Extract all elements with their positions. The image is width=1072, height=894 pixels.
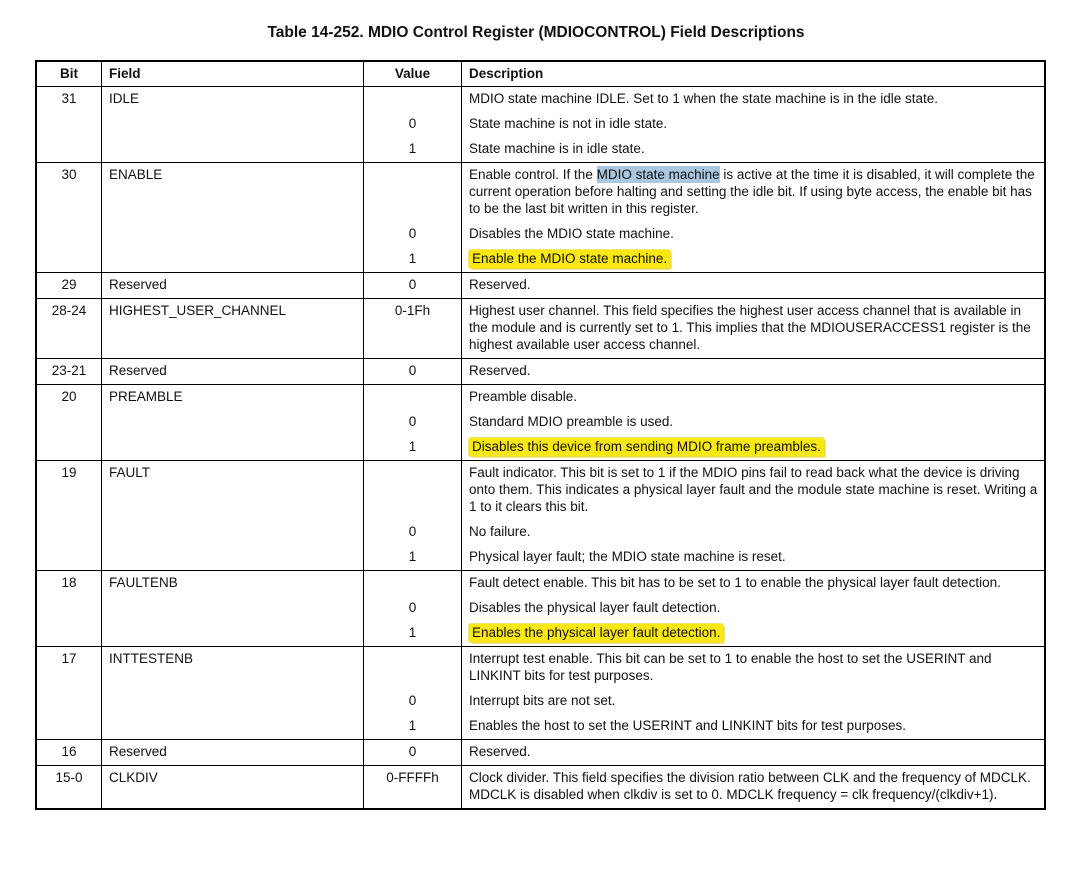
value-description-cell bbox=[363, 385, 1044, 460]
table-row-bit-19 bbox=[37, 460, 1044, 570]
value-description-cell bbox=[363, 766, 1044, 808]
description-text: Enable control. If the bbox=[469, 167, 597, 182]
field-cell: INTTESTENB bbox=[101, 647, 363, 739]
field-cell: Reserved bbox=[101, 359, 363, 384]
description-cell bbox=[461, 599, 1044, 616]
table-row-bit-16 bbox=[37, 739, 1044, 765]
description-cell bbox=[461, 362, 1044, 379]
description-cell bbox=[461, 548, 1044, 565]
description-cell bbox=[461, 302, 1044, 353]
bit-cell: 20 bbox=[61, 389, 77, 404]
description-text: Standard MDIO preamble is used. bbox=[469, 414, 674, 429]
header-field: Field bbox=[101, 62, 363, 86]
value-cell: 1 bbox=[408, 141, 417, 156]
description-text: State machine is in idle state. bbox=[469, 141, 645, 156]
description-cell bbox=[461, 250, 1044, 267]
description-text: Fault detect enable. This bit has to be set to 1 to enable the physical layer fault detection. bbox=[469, 575, 1001, 590]
description-text: Reserved. bbox=[469, 744, 531, 759]
value-cell: 0 bbox=[408, 116, 417, 131]
field-cell: FAULT bbox=[101, 461, 363, 570]
description-cell bbox=[461, 743, 1044, 760]
description-text: is active at the time it is disabled, it will complete the current operation before halting and setting the idle bit. If using byte access, the enable bit has to be the last bit written in this register. bbox=[469, 167, 1035, 216]
bit-cell: 30 bbox=[61, 167, 77, 182]
bit-cell: 23-21 bbox=[51, 363, 87, 378]
value-cell bbox=[364, 388, 461, 405]
description-cell bbox=[461, 624, 1044, 641]
bit-cell: 28-24 bbox=[51, 303, 87, 318]
description-text: Interrupt test enable. This bit can be set to 1 to enable the host to set the USERINT and LINKINT bits for test purposes. bbox=[469, 651, 992, 683]
header-bit: Bit bbox=[60, 66, 78, 81]
bit-cell: 31 bbox=[61, 91, 77, 106]
header-value-desc bbox=[363, 62, 1044, 86]
value-description-cell bbox=[363, 163, 1044, 272]
description-cell bbox=[461, 574, 1044, 591]
description-cell bbox=[461, 769, 1044, 803]
description-cell bbox=[461, 388, 1044, 405]
value-description-cell bbox=[363, 571, 1044, 646]
value-cell: 0 bbox=[408, 524, 417, 539]
field-cell: PREAMBLE bbox=[101, 385, 363, 460]
bit-cell: 19 bbox=[61, 465, 77, 480]
description-cell bbox=[461, 717, 1044, 734]
field-cell: Reserved bbox=[101, 740, 363, 765]
value-cell: 0 bbox=[408, 414, 417, 429]
value-cell: 1 bbox=[408, 549, 417, 564]
bit-cell: 17 bbox=[61, 651, 77, 666]
description-cell bbox=[461, 115, 1044, 132]
description-text: Disables the physical layer fault detection. bbox=[469, 600, 721, 615]
bit-cell: 15-0 bbox=[55, 770, 83, 785]
description-text: Reserved. bbox=[469, 363, 531, 378]
value-description-cell bbox=[363, 299, 1044, 358]
value-cell bbox=[364, 90, 461, 107]
description-text: Reserved. bbox=[469, 277, 531, 292]
yellow-marker-highlight: Enable the MDIO state machine. bbox=[469, 250, 670, 268]
value-description-cell bbox=[363, 87, 1044, 162]
value-cell: 0 bbox=[408, 744, 417, 759]
bit-cell: 18 bbox=[61, 575, 77, 590]
field-cell: IDLE bbox=[101, 87, 363, 162]
description-cell bbox=[461, 90, 1044, 107]
description-cell bbox=[461, 650, 1044, 684]
value-cell: 0 bbox=[408, 226, 417, 241]
description-text: Clock divider. This field specifies the division ratio between CLK and the frequency of MDCLK. MDCLK is disabled when clkdiv is set to 0. MDCLK frequency = clk frequency/(clkdiv+1). bbox=[469, 770, 1031, 802]
header-description: Description bbox=[469, 66, 544, 81]
table-row-bit-31 bbox=[37, 86, 1044, 162]
value-cell: 1 bbox=[408, 251, 417, 266]
yellow-marker-highlight: Enables the physical layer fault detection. bbox=[469, 624, 723, 642]
value-cell: 0-FFFFh bbox=[386, 770, 439, 785]
description-cell bbox=[461, 692, 1044, 709]
description-cell bbox=[461, 276, 1044, 293]
value-description-cell bbox=[363, 359, 1044, 384]
description-text: Disables the MDIO state machine. bbox=[469, 226, 674, 241]
table-row-bit-29 bbox=[37, 272, 1044, 298]
description-text: Physical layer fault; the MDIO state machine is reset. bbox=[469, 549, 786, 564]
table-row-bit-18 bbox=[37, 570, 1044, 646]
table-row-bit-17 bbox=[37, 646, 1044, 739]
header-value: Value bbox=[394, 66, 431, 81]
field-cell: HIGHEST_USER_CHANNEL bbox=[101, 299, 363, 358]
description-cell bbox=[461, 464, 1044, 515]
description-cell bbox=[461, 140, 1044, 157]
yellow-marker-highlight: Disables this device from sending MDIO frame preambles. bbox=[469, 438, 824, 456]
value-description-cell bbox=[363, 647, 1044, 739]
value-cell: 0-1Fh bbox=[394, 303, 431, 318]
description-text: Highest user channel. This field specifies the highest user access channel that is available in the module and is currently set to 1. This implies that the MDIOUSERACCESS1 register is the highest available user access channel. bbox=[469, 303, 1031, 352]
description-text: MDIO state machine IDLE. Set to 1 when the state machine is in the idle state. bbox=[469, 91, 938, 106]
table-title: Table 14-252. MDIO Control Register (MDIOCONTROL) Field Descriptions bbox=[267, 24, 805, 41]
field-cell: CLKDIV bbox=[101, 766, 363, 808]
value-description-cell bbox=[363, 273, 1044, 298]
value-cell: 1 bbox=[408, 625, 417, 640]
value-cell bbox=[364, 464, 461, 515]
value-cell: 1 bbox=[408, 439, 417, 454]
description-text: Enables the host to set the USERINT and LINKINT bits for test purposes. bbox=[469, 718, 906, 733]
value-cell bbox=[364, 574, 461, 591]
value-cell bbox=[364, 650, 461, 684]
description-cell bbox=[461, 438, 1044, 455]
blue-selection-highlight: MDIO state machine bbox=[596, 167, 720, 182]
value-cell: 0 bbox=[408, 693, 417, 708]
description-text: Preamble disable. bbox=[469, 389, 578, 404]
bit-cell: 29 bbox=[61, 277, 77, 292]
field-cell: ENABLE bbox=[101, 163, 363, 272]
field-description-table bbox=[35, 60, 1046, 810]
value-cell: 0 bbox=[408, 363, 417, 378]
description-cell bbox=[461, 523, 1044, 540]
value-description-cell bbox=[363, 461, 1044, 570]
table-row-bit-30 bbox=[37, 162, 1044, 272]
bit-cell: 16 bbox=[61, 744, 77, 759]
value-cell: 0 bbox=[408, 600, 417, 615]
description-cell bbox=[461, 413, 1044, 430]
field-cell: FAULTENB bbox=[101, 571, 363, 646]
table-row-bit-15-0 bbox=[37, 765, 1044, 808]
table-header-row bbox=[37, 62, 1044, 86]
description-text: Interrupt bits are not set. bbox=[469, 693, 616, 708]
table-row-bit-20 bbox=[37, 384, 1044, 460]
field-cell: Reserved bbox=[101, 273, 363, 298]
value-description-cell bbox=[363, 740, 1044, 765]
description-text: State machine is not in idle state. bbox=[469, 116, 668, 131]
description-text: No failure. bbox=[469, 524, 531, 539]
description-cell bbox=[461, 225, 1044, 242]
value-cell: 0 bbox=[408, 277, 417, 292]
value-cell bbox=[364, 166, 461, 217]
description-text: Fault indicator. This bit is set to 1 if the MDIO pins fail to read back what the device is driving onto them. This indicates a physical layer fault and the module state machine is reset. Writing a 1 to it clears this bit. bbox=[469, 465, 1038, 514]
value-cell: 1 bbox=[408, 718, 417, 733]
table-row-bit-23-21 bbox=[37, 358, 1044, 384]
table-row-bit-28-24 bbox=[37, 298, 1044, 358]
description-cell bbox=[461, 166, 1044, 217]
